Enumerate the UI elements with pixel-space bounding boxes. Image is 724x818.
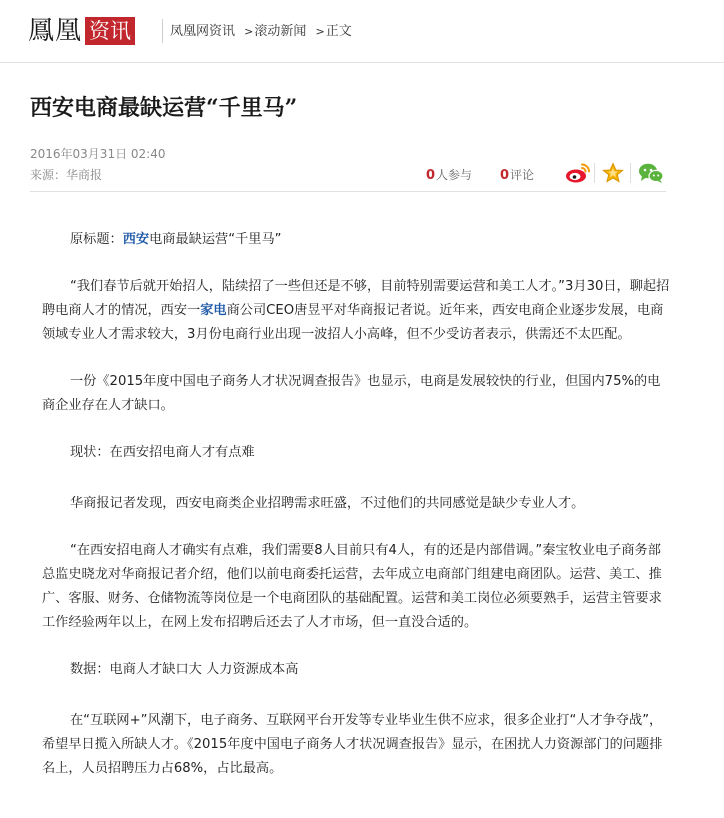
share-wechat-button[interactable] [638,160,664,186]
section-subheading: 数据：电商人才缺口大 人力资源成本高 [70,662,299,677]
comments-label: 评论 [510,168,535,182]
original-title-text: 电商最缺运营“千里马” [149,232,282,247]
logo-divider [162,19,163,43]
wechat-icon [638,162,664,184]
article-paragraph: 华商报记者发现，西安电商类企业招聘需求旺盛，不过他们的共同感觉是缺少专业人才。 [70,496,585,511]
article-source [30,167,102,183]
article-paragraph: 一份《2015年度中国电子商务人才状况调查报告》也显示，电商是发展较快的行业，但国内75%的电商企业存在人才缺口。 [42,374,661,413]
chevron-right-icon: > [244,25,254,38]
article-title: 西安电商最缺运营“千里马” [30,95,298,121]
favorite-button[interactable] [602,160,624,186]
comments-link[interactable] [500,167,534,184]
logo-channel-tag: 资讯 [85,17,135,45]
keyword-link-appliance[interactable]: 家电 [200,303,227,318]
keyword-link-xian[interactable]: 西安 [122,232,150,247]
share-divider [630,163,631,183]
title-divider [30,191,666,192]
participants-label: 人参与 [436,168,473,182]
breadcrumb-item-home[interactable]: 凤凰网资讯 [170,24,236,39]
breadcrumb-item-current: 正文 [325,24,352,39]
share-weibo-button[interactable] [565,160,591,186]
paragraph-text: “我们春节后就开始招人，陆续招了一些但还是不够，目前特别需要运营和美工人才。”3月30日，聊起招聘电商人才的情况，西安一 [42,279,670,318]
source-label: 来源： [30,168,67,182]
article-paragraph: “在西安招电商人才确实有点难，我们需要8人目前只有4人，有的还是内部借调。”秦宝牧业电子商务部总监史晓龙对华商报记者介绍，他们以前电商委托运营，去年成立电商部门组建电商团队。运营、美工、推广、客服、财务、仓储物流等岗位是一个电商团队的基础配置。运营和美工岗位必须要熟手，运营主管要求工作经验两年以上，在网上发布招聘后还去了人才市场，但一直没合适的。 [42,543,662,630]
article-paragraph [42,275,670,347]
source-name[interactable]: 华商报 [66,168,103,182]
original-title-paragraph [42,228,670,252]
share-divider [594,163,595,183]
favorite-star-icon [602,162,624,184]
original-title-label: 原标题： [70,232,123,247]
breadcrumb-item-rolling-news[interactable]: 滚动新闻 [254,24,307,39]
weibo-icon [565,162,591,184]
participants-count: 0 [426,168,436,183]
comments-count: 0 [500,168,510,183]
logo-wordmark: 鳳凰 [28,16,83,46]
paragraph-text: 商公司CEO唐昱平对华商报记者说。近年来，西安电商企业逐步发展，电商领域专业人才需求较大，3月份电商行业出现一波招人小高峰，但不少受访者表示，供需还不太匹配。 [42,303,664,342]
participants-link[interactable] [426,167,472,184]
article-paragraph: 在“互联网+”风潮下，电子商务、互联网平台开发等专业毕业生供不应求，很多企业打“人才争夺战”，希望早日揽入所缺人才。《2015年度中国电子商务人才状况调查报告》显示，在困扰人力资源部门的问题排名上，人员招聘压力占68%，占比最高。 [42,713,663,776]
publish-time: 2016年03月31日 02:40 [30,147,166,161]
chevron-right-icon: > [315,25,325,38]
section-subheading: 现状：在西安招电商人才有点难 [70,445,255,460]
ifeng-news-logo[interactable] [28,16,135,46]
article-body [42,228,670,804]
breadcrumb [170,23,352,41]
site-header [0,0,724,63]
